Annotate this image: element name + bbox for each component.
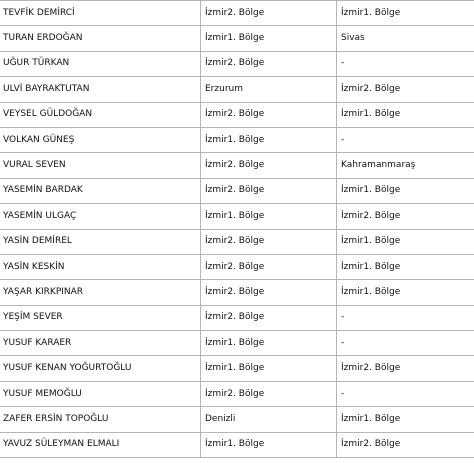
first-region-cell[interactable]: İzmir2. Bölge	[201, 178, 337, 203]
second-region-cell[interactable]: -	[337, 127, 474, 152]
second-region-cell[interactable]: İzmir2. Bölge	[337, 204, 474, 229]
second-region-cell[interactable]: İzmir1. Bölge	[337, 1, 474, 26]
second-region-cell[interactable]: -	[337, 305, 474, 330]
table-row	[0, 204, 474, 229]
first-region-cell[interactable]: İzmir1. Bölge	[201, 204, 337, 229]
person-name-cell[interactable]: YUSUF MEMOĞLU	[0, 381, 201, 406]
second-region-cell[interactable]: İzmir1. Bölge	[337, 178, 474, 203]
first-region-cell[interactable]: İzmir2. Bölge	[201, 305, 337, 330]
person-name-cell[interactable]: YUSUF KENAN YOĞURTOĞLU	[0, 356, 201, 381]
second-region-cell[interactable]: İzmir1. Bölge	[337, 254, 474, 279]
second-region-cell[interactable]: -	[337, 51, 474, 76]
table-row	[0, 356, 474, 381]
table-row	[0, 153, 474, 178]
person-name-cell[interactable]: YASİN DEMİREL	[0, 229, 201, 254]
first-region-cell[interactable]: İzmir1. Bölge	[201, 127, 337, 152]
person-name-cell[interactable]: VURAL SEVEN	[0, 153, 201, 178]
person-name-cell[interactable]: TEVFİK DEMİRCİ	[0, 1, 201, 26]
second-region-cell[interactable]: Kahramanmaraş	[337, 153, 474, 178]
first-region-cell[interactable]: İzmir1. Bölge	[201, 26, 337, 51]
second-region-cell[interactable]: İzmir1. Bölge	[337, 229, 474, 254]
person-name-cell[interactable]: VOLKAN GÜNEŞ	[0, 127, 201, 152]
first-region-cell[interactable]: İzmir2. Bölge	[201, 51, 337, 76]
first-region-cell[interactable]: İzmir2. Bölge	[201, 280, 337, 305]
first-region-cell[interactable]: İzmir2. Bölge	[201, 254, 337, 279]
first-region-cell[interactable]: İzmir1. Bölge	[201, 331, 337, 356]
table-row	[0, 280, 474, 305]
first-region-cell[interactable]: İzmir1. Bölge	[201, 356, 337, 381]
second-region-cell[interactable]: -	[337, 331, 474, 356]
person-name-cell[interactable]: YAVUZ SÜLEYMAN ELMALI	[0, 432, 201, 457]
table-row	[0, 102, 474, 127]
table-row	[0, 229, 474, 254]
person-name-cell[interactable]: YUSUF KARAER	[0, 331, 201, 356]
first-region-cell[interactable]: İzmir2. Bölge	[201, 1, 337, 26]
second-region-cell[interactable]: Sivas	[337, 26, 474, 51]
table-row	[0, 1, 474, 26]
table-row	[0, 77, 474, 102]
second-region-cell[interactable]: İzmir2. Bölge	[337, 356, 474, 381]
person-name-cell[interactable]: YASEMİN ULGAÇ	[0, 204, 201, 229]
second-region-cell[interactable]: İzmir2. Bölge	[337, 77, 474, 102]
first-region-cell[interactable]: İzmir2. Bölge	[201, 102, 337, 127]
table-row	[0, 26, 474, 51]
person-name-cell[interactable]: UĞUR TÜRKAN	[0, 51, 201, 76]
person-name-cell[interactable]: YASİN KESKİN	[0, 254, 201, 279]
person-name-cell[interactable]: YAŞAR KIRKPINAR	[0, 280, 201, 305]
second-region-cell[interactable]: İzmir2. Bölge	[337, 432, 474, 457]
table-row	[0, 254, 474, 279]
table-row	[0, 331, 474, 356]
first-region-cell[interactable]: İzmir1. Bölge	[201, 432, 337, 457]
person-name-cell[interactable]: TURAN ERDOĞAN	[0, 26, 201, 51]
table-row	[0, 432, 474, 457]
first-region-cell[interactable]: İzmir2. Bölge	[201, 229, 337, 254]
first-region-cell[interactable]: İzmir2. Bölge	[201, 153, 337, 178]
table-body	[0, 1, 474, 458]
table-row	[0, 305, 474, 330]
table-row	[0, 407, 474, 432]
second-region-cell[interactable]: -	[337, 381, 474, 406]
table-row	[0, 127, 474, 152]
second-region-cell[interactable]: İzmir1. Bölge	[337, 280, 474, 305]
table-row	[0, 51, 474, 76]
first-region-cell[interactable]: Erzurum	[201, 77, 337, 102]
person-name-cell[interactable]: VEYSEL GÜLDOĞAN	[0, 102, 201, 127]
first-region-cell[interactable]: İzmir2. Bölge	[201, 381, 337, 406]
table-row	[0, 178, 474, 203]
person-name-cell[interactable]: YEŞİM SEVER	[0, 305, 201, 330]
person-name-cell[interactable]: ZAFER ERSİN TOPOĞLU	[0, 407, 201, 432]
first-region-cell[interactable]: Denizli	[201, 407, 337, 432]
table-row	[0, 381, 474, 406]
second-region-cell[interactable]: İzmir1. Bölge	[337, 407, 474, 432]
second-region-cell[interactable]: İzmir1. Bölge	[337, 102, 474, 127]
person-name-cell[interactable]: YASEMİN BARDAK	[0, 178, 201, 203]
person-name-cell[interactable]: ULVİ BAYRAKTUTAN	[0, 77, 201, 102]
